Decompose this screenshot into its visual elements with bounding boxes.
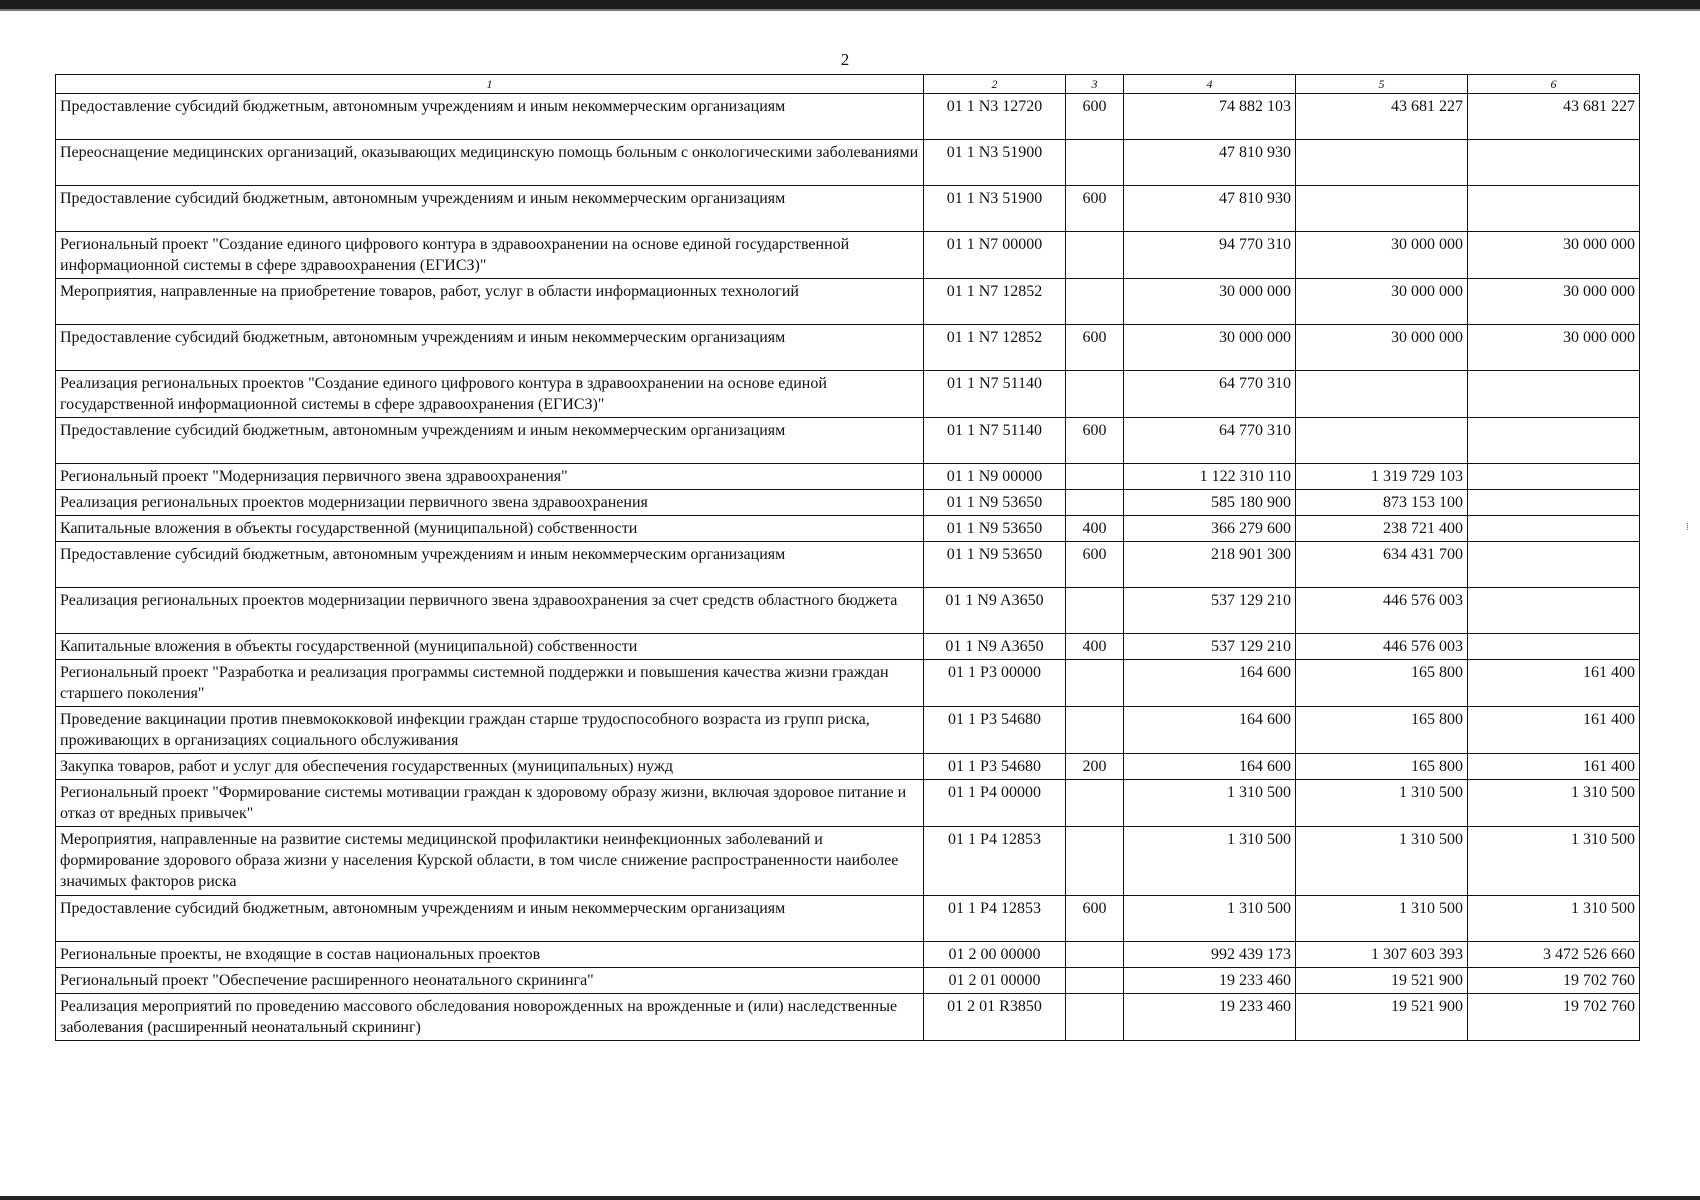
column-header-4: 4 [1124, 75, 1296, 94]
row-name-cell: Капитальные вложения в объекты государственной (муниципальной) собственности [56, 634, 924, 660]
row-amount-col6-cell: 161 400 [1468, 754, 1640, 780]
row-name-cell: Предоставление субсидий бюджетным, автономным учреждениям и иным некоммерческим организациям [56, 896, 924, 942]
row-code-cell: 01 1 P4 00000 [924, 780, 1066, 827]
row-code-cell: 01 1 N3 51900 [924, 186, 1066, 232]
row-amount-col5-cell: 1 310 500 [1296, 896, 1468, 942]
row-amount-col5-cell: 238 721 400 [1296, 516, 1468, 542]
row-code-cell: 01 1 P4 12853 [924, 827, 1066, 896]
row-name-cell: Предоставление субсидий бюджетным, автономным учреждениям и иным некоммерческим организациям [56, 418, 924, 464]
row-amount-col4-cell: 47 810 930 [1124, 186, 1296, 232]
row-expense-type-cell: 600 [1066, 542, 1124, 588]
row-amount-col4-cell: 19 233 460 [1124, 994, 1296, 1041]
row-name-cell: Капитальные вложения в объекты государственной (муниципальной) собственности [56, 516, 924, 542]
row-name-cell: Региональные проекты, не входящие в состав национальных проектов [56, 942, 924, 968]
row-expense-type-cell: 600 [1066, 418, 1124, 464]
row-amount-col4-cell: 30 000 000 [1124, 279, 1296, 325]
row-amount-col5-cell: 19 521 900 [1296, 994, 1468, 1041]
row-name-cell: Предоставление субсидий бюджетным, автономным учреждениям и иным некоммерческим организациям [56, 94, 924, 140]
column-header-2: 2 [924, 75, 1066, 94]
row-code-cell: 01 1 N9 53650 [924, 490, 1066, 516]
row-expense-type-cell: 600 [1066, 94, 1124, 140]
row-expense-type-cell [1066, 707, 1124, 754]
table-row [56, 418, 1640, 464]
table-row [56, 754, 1640, 780]
row-amount-col5-cell: 1 319 729 103 [1296, 464, 1468, 490]
row-amount-col4-cell: 19 233 460 [1124, 968, 1296, 994]
row-amount-col6-cell: 3 472 526 660 [1468, 942, 1640, 968]
table-row [56, 896, 1640, 942]
table-row [56, 660, 1640, 707]
row-expense-type-cell [1066, 371, 1124, 418]
row-expense-type-cell [1066, 942, 1124, 968]
table-row [56, 94, 1640, 140]
row-amount-col4-cell: 74 882 103 [1124, 94, 1296, 140]
row-amount-col5-cell [1296, 418, 1468, 464]
column-header-5: 5 [1296, 75, 1468, 94]
row-expense-type-cell [1066, 490, 1124, 516]
row-amount-col5-cell: 873 153 100 [1296, 490, 1468, 516]
row-code-cell: 01 2 00 00000 [924, 942, 1066, 968]
row-name-cell: Реализация региональных проектов "Создание единого цифрового контура в здравоохранении на основе единой государственной информационной системы в сфере здравоохранения (ЕГИСЗ)" [56, 371, 924, 418]
row-expense-type-cell: 200 [1066, 754, 1124, 780]
row-expense-type-cell [1066, 827, 1124, 896]
row-amount-col6-cell: 43 681 227 [1468, 94, 1640, 140]
row-amount-col4-cell: 64 770 310 [1124, 418, 1296, 464]
row-amount-col6-cell [1468, 634, 1640, 660]
row-amount-col6-cell: 30 000 000 [1468, 232, 1640, 279]
row-name-cell: Проведение вакцинации против пневмококковой инфекции граждан старше трудоспособного возраста из групп риска, проживающих в организациях социального обслуживания [56, 707, 924, 754]
scan-border-top-shadow [0, 9, 1700, 11]
row-amount-col4-cell: 366 279 600 [1124, 516, 1296, 542]
row-name-cell: Реализация региональных проектов модернизации первичного звена здравоохранения [56, 490, 924, 516]
row-amount-col6-cell [1468, 542, 1640, 588]
row-code-cell: 01 1 N7 12852 [924, 325, 1066, 371]
table-row [56, 827, 1640, 896]
row-name-cell: Региональный проект "Формирование системы мотивации граждан к здоровому образу жизни, включая здоровое питание и отказ от вредных привычек" [56, 780, 924, 827]
row-amount-col5-cell: 43 681 227 [1296, 94, 1468, 140]
table-row [56, 490, 1640, 516]
row-name-cell: Реализация региональных проектов модернизации первичного звена здравоохранения за счет средств областного бюджета [56, 588, 924, 634]
row-amount-col5-cell: 30 000 000 [1296, 279, 1468, 325]
row-amount-col4-cell: 64 770 310 [1124, 371, 1296, 418]
table-row [56, 464, 1640, 490]
row-expense-type-cell [1066, 464, 1124, 490]
row-name-cell: Закупка товаров, работ и услуг для обеспечения государственных (муниципальных) нужд [56, 754, 924, 780]
row-name-cell: Переоснащение медицинских организаций, оказывающих медицинскую помощь больным с онкологическими заболеваниями [56, 140, 924, 186]
row-amount-col5-cell: 165 800 [1296, 707, 1468, 754]
row-amount-col5-cell: 19 521 900 [1296, 968, 1468, 994]
row-amount-col5-cell: 446 576 003 [1296, 588, 1468, 634]
table-row [56, 968, 1640, 994]
row-code-cell: 01 1 N7 51140 [924, 418, 1066, 464]
row-amount-col6-cell [1468, 464, 1640, 490]
row-amount-col4-cell: 30 000 000 [1124, 325, 1296, 371]
row-name-cell: Предоставление субсидий бюджетным, автономным учреждениям и иным некоммерческим организациям [56, 186, 924, 232]
table-row [56, 371, 1640, 418]
row-expense-type-cell: 600 [1066, 896, 1124, 942]
row-code-cell: 01 1 N3 51900 [924, 140, 1066, 186]
budget-table [55, 74, 1640, 1041]
row-name-cell: Региональный проект "Разработка и реализация программы системной поддержки и повышения качества жизни граждан старшего поколения" [56, 660, 924, 707]
row-amount-col6-cell [1468, 516, 1640, 542]
row-amount-col6-cell: 1 310 500 [1468, 896, 1640, 942]
row-name-cell: Мероприятия, направленные на развитие системы медицинской профилактики неинфекционных заболеваний и формирование здорового образа жизни у населения Курской области, в том числе снижение распространенности наиболее значимых факторов риска [56, 827, 924, 896]
row-amount-col5-cell [1296, 140, 1468, 186]
row-code-cell: 01 1 P3 54680 [924, 707, 1066, 754]
row-code-cell: 01 1 N7 12852 [924, 279, 1066, 325]
row-expense-type-cell [1066, 968, 1124, 994]
row-amount-col4-cell: 164 600 [1124, 754, 1296, 780]
row-amount-col4-cell: 537 129 210 [1124, 588, 1296, 634]
row-amount-col6-cell: 30 000 000 [1468, 325, 1640, 371]
row-amount-col5-cell: 634 431 700 [1296, 542, 1468, 588]
row-amount-col4-cell: 1 310 500 [1124, 780, 1296, 827]
row-amount-col6-cell: 161 400 [1468, 660, 1640, 707]
row-code-cell: 01 1 P4 12853 [924, 896, 1066, 942]
table-row [56, 707, 1640, 754]
row-amount-col5-cell: 1 307 603 393 [1296, 942, 1468, 968]
row-amount-col5-cell [1296, 186, 1468, 232]
row-amount-col4-cell: 164 600 [1124, 660, 1296, 707]
row-expense-type-cell: 400 [1066, 634, 1124, 660]
table-row [56, 542, 1640, 588]
column-header-3: 3 [1066, 75, 1124, 94]
row-amount-col6-cell [1468, 418, 1640, 464]
row-expense-type-cell [1066, 140, 1124, 186]
page-number: 2 [840, 50, 850, 69]
row-code-cell: 01 2 01 R3850 [924, 994, 1066, 1041]
row-code-cell: 01 1 N7 00000 [924, 232, 1066, 279]
row-amount-col6-cell: 1 310 500 [1468, 780, 1640, 827]
table-row [56, 325, 1640, 371]
row-name-cell: Предоставление субсидий бюджетным, автономным учреждениям и иным некоммерческим организациям [56, 325, 924, 371]
row-amount-col4-cell: 537 129 210 [1124, 634, 1296, 660]
table-row [56, 942, 1640, 968]
row-amount-col5-cell: 30 000 000 [1296, 325, 1468, 371]
row-amount-col4-cell: 1 310 500 [1124, 896, 1296, 942]
row-code-cell: 01 2 01 00000 [924, 968, 1066, 994]
row-code-cell: 01 1 N9 A3650 [924, 634, 1066, 660]
row-code-cell: 01 1 N9 00000 [924, 464, 1066, 490]
row-name-cell: Региональный проект "Модернизация первичного звена здравоохранения" [56, 464, 924, 490]
row-amount-col5-cell: 30 000 000 [1296, 232, 1468, 279]
table-row [56, 634, 1640, 660]
row-amount-col4-cell: 1 122 310 110 [1124, 464, 1296, 490]
row-expense-type-cell [1066, 994, 1124, 1041]
column-header-6: 6 [1468, 75, 1640, 94]
row-amount-col6-cell [1468, 490, 1640, 516]
row-amount-col6-cell [1468, 588, 1640, 634]
row-amount-col6-cell [1468, 371, 1640, 418]
row-code-cell: 01 1 N9 A3650 [924, 588, 1066, 634]
row-amount-col5-cell: 1 310 500 [1296, 780, 1468, 827]
row-amount-col6-cell [1468, 140, 1640, 186]
row-amount-col4-cell: 94 770 310 [1124, 232, 1296, 279]
row-amount-col4-cell: 585 180 900 [1124, 490, 1296, 516]
row-amount-col6-cell: 19 702 760 [1468, 994, 1640, 1041]
table-row [56, 994, 1640, 1041]
row-expense-type-cell: 600 [1066, 186, 1124, 232]
row-code-cell: 01 1 N9 53650 [924, 542, 1066, 588]
row-amount-col6-cell: 161 400 [1468, 707, 1640, 754]
row-amount-col5-cell: 1 310 500 [1296, 827, 1468, 896]
row-expense-type-cell: 400 [1066, 516, 1124, 542]
row-code-cell: 01 1 N9 53650 [924, 516, 1066, 542]
table-row [56, 232, 1640, 279]
row-amount-col4-cell: 1 310 500 [1124, 827, 1296, 896]
row-code-cell: 01 1 P3 54680 [924, 754, 1066, 780]
row-code-cell: 01 1 P3 00000 [924, 660, 1066, 707]
row-amount-col6-cell: 1 310 500 [1468, 827, 1640, 896]
row-amount-col5-cell: 165 800 [1296, 754, 1468, 780]
row-name-cell: Реализация мероприятий по проведению массового обследования новорожденных на врожденные и (или) наследственные заболевания (расширенный неонатальный скрининг) [56, 994, 924, 1041]
row-expense-type-cell [1066, 660, 1124, 707]
table-row [56, 780, 1640, 827]
row-amount-col5-cell [1296, 371, 1468, 418]
row-expense-type-cell: 600 [1066, 325, 1124, 371]
row-amount-col4-cell: 164 600 [1124, 707, 1296, 754]
budget-table-body [56, 94, 1640, 1041]
row-name-cell: Региональный проект "Создание единого цифрового контура в здравоохранении на основе единой государственной информационной системы в сфере здравоохранения (ЕГИСЗ)" [56, 232, 924, 279]
row-name-cell: Региональный проект "Обеспечение расширенного неонатального скрининга" [56, 968, 924, 994]
table-row [56, 588, 1640, 634]
table-row [56, 186, 1640, 232]
scan-edge-mark: ⁞ [1686, 522, 1689, 533]
row-expense-type-cell [1066, 780, 1124, 827]
row-amount-col6-cell [1468, 186, 1640, 232]
scan-border-top [0, 0, 1700, 9]
row-amount-col6-cell: 19 702 760 [1468, 968, 1640, 994]
column-number-header-row [56, 75, 1640, 94]
row-amount-col5-cell: 165 800 [1296, 660, 1468, 707]
row-expense-type-cell [1066, 232, 1124, 279]
scan-border-bottom [0, 1196, 1700, 1200]
row-amount-col5-cell: 446 576 003 [1296, 634, 1468, 660]
row-expense-type-cell [1066, 279, 1124, 325]
table-row [56, 279, 1640, 325]
table-row [56, 140, 1640, 186]
row-name-cell: Мероприятия, направленные на приобретение товаров, работ, услуг в области информационных технологий [56, 279, 924, 325]
row-code-cell: 01 1 N7 51140 [924, 371, 1066, 418]
row-amount-col4-cell: 47 810 930 [1124, 140, 1296, 186]
row-amount-col6-cell: 30 000 000 [1468, 279, 1640, 325]
row-amount-col4-cell: 992 439 173 [1124, 942, 1296, 968]
table-row [56, 516, 1640, 542]
column-header-1: 1 [56, 75, 924, 94]
row-amount-col4-cell: 218 901 300 [1124, 542, 1296, 588]
row-code-cell: 01 1 N3 12720 [924, 94, 1066, 140]
row-name-cell: Предоставление субсидий бюджетным, автономным учреждениям и иным некоммерческим организациям [56, 542, 924, 588]
row-expense-type-cell [1066, 588, 1124, 634]
